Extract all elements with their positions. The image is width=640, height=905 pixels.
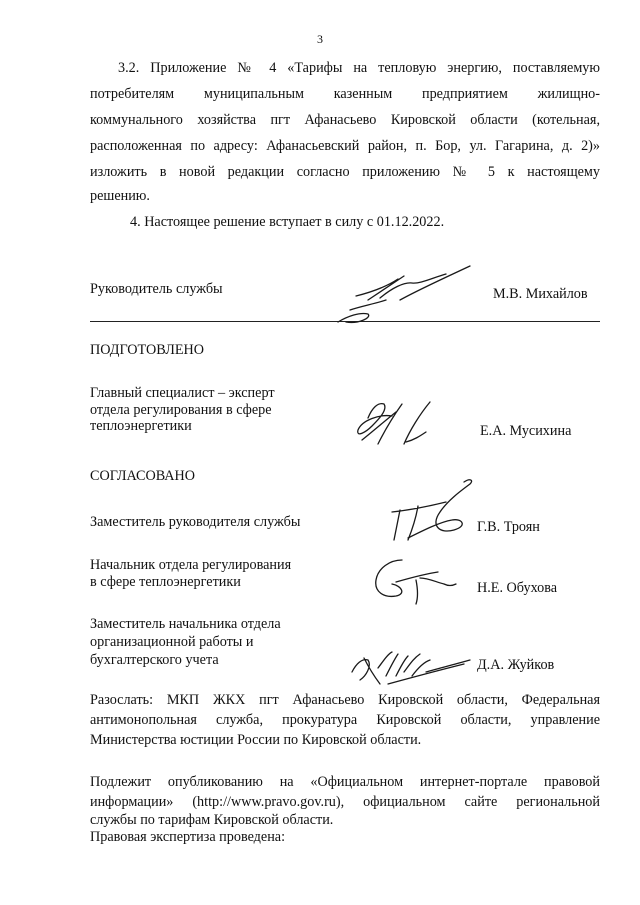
distribution-line-3: Министерства юстиции России по Кировской области. xyxy=(90,732,422,748)
prepared-position-line-2: отдела регулирования в сфере xyxy=(90,402,272,418)
prepared-position-line-1: Главный специалист – эксперт xyxy=(90,385,275,401)
signature-zhuykov xyxy=(352,652,470,684)
legal-review: Правовая экспертиза проведена: xyxy=(90,829,286,845)
signature-musikhina xyxy=(358,402,430,444)
signer-2-position-line-1: Начальник отдела регулирования xyxy=(90,557,292,573)
publication-line-3: службы по тарифам Кировской области. xyxy=(90,812,334,828)
clause-3-2-line-6: решению. xyxy=(90,188,150,204)
signer-2-position-line-2: в сфере теплоэнергетики xyxy=(90,574,241,590)
signer-2-name: Н.Е. Обухова xyxy=(477,580,558,596)
agreed-heading: СОГЛАСОВАНО xyxy=(90,468,196,484)
signature-troyan xyxy=(392,480,472,540)
signer-3-position-line-1: Заместитель начальника отдела xyxy=(90,616,281,632)
clause-3-2-line-5: изложить в новой редакции согласно приложению № 5 к настоящему xyxy=(90,164,600,180)
clause-3-2-line-3: коммунального хозяйства пгт Афанасьево Кировской области (котельная, xyxy=(90,112,600,128)
clause-3-2-line-1: 3.2. Приложение № 4 «Тарифы на тепловую энергию, поставляемую xyxy=(118,60,600,76)
publication-line-2: информации» (http://www.pravo.gov.ru), официальном сайте региональной xyxy=(90,794,600,810)
signature-mikhailov xyxy=(338,266,470,322)
signature-obukhova xyxy=(376,560,456,604)
head-of-service-title: Руководитель службы xyxy=(90,281,223,297)
page-number: 3 xyxy=(317,32,323,46)
head-of-service-name: М.В. Михайлов xyxy=(493,286,588,302)
signer-1-position: Заместитель руководителя службы xyxy=(90,514,301,530)
clause-3-2-line-4: расположенная по адресу: Афанасьевский район, п. Бор, ул. Гагарина, д. 2)» xyxy=(90,138,600,154)
signer-1-name: Г.В. Троян xyxy=(477,519,540,535)
distribution-line-1: Разослать: МКП ЖКХ пгт Афанасьево Кировской области, Федеральная xyxy=(90,692,600,708)
distribution-line-2: антимонопольная служба, прокуратура Кировской области, управление xyxy=(90,712,600,728)
prepared-name: Е.А. Мусихина xyxy=(480,423,572,439)
clause-3-2-line-2: потребителям муниципальным казенным предприятием жилищно- xyxy=(90,86,600,102)
signer-3-position-line-2: организационной работы и xyxy=(90,634,254,650)
signer-3-name: Д.А. Жуйков xyxy=(477,657,555,673)
prepared-position-line-3: теплоэнергетики xyxy=(90,418,192,434)
prepared-heading: ПОДГОТОВЛЕНО xyxy=(90,342,204,358)
signer-3-position-line-3: бухгалтерского учета xyxy=(90,652,219,668)
publication-line-1: Подлежит опубликованию на «Официальном интернет-портале правовой xyxy=(90,774,600,790)
clause-4: 4. Настоящее решение вступает в силу с 01.12.2022. xyxy=(130,214,445,230)
